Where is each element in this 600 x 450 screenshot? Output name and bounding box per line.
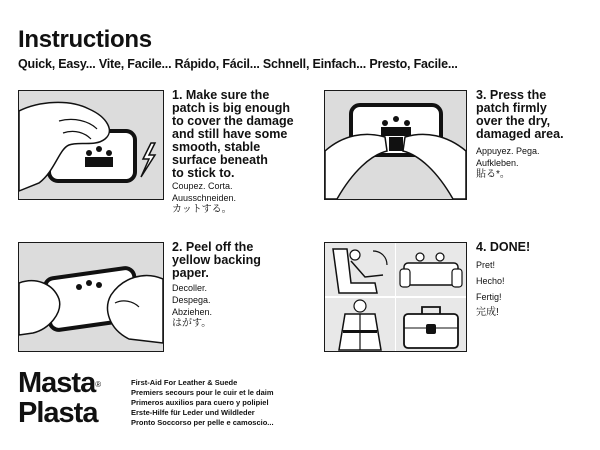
tagline-block — [131, 378, 274, 428]
step-1-illustration — [18, 90, 164, 200]
step-3-heading: 3. Press the patch firmly over the dry, damaged area. — [476, 88, 564, 141]
tagline-it: Pronto Soccorso per pelle e camoscio... — [131, 418, 274, 427]
registered-mark: ® — [95, 380, 101, 389]
step-4-translations: Pret! Hecho! Fertig! 完成! — [476, 260, 505, 318]
step-2-illustration — [18, 242, 164, 352]
step-3-illustration — [324, 90, 467, 200]
step-1-translations: Coupez. Corta. Auusschneiden. カットする。 — [172, 181, 237, 215]
brand-line-2: Plasta — [18, 397, 98, 429]
suitcase-icon — [396, 298, 466, 351]
step-3-translations: Appuyez. Pega. Aufkleben. 貼る*。 — [476, 146, 540, 180]
step-2-heading: 2. Peel off the yellow backing paper. — [172, 240, 261, 280]
tagline-en: First-Aid For Leather & Suede — [131, 378, 238, 387]
tagline-fr: Premiers secours pour le cuir et le daim — [131, 388, 274, 397]
car-seat-icon — [325, 243, 395, 296]
step-4-illustration — [324, 242, 467, 352]
jacket-icon — [325, 298, 395, 351]
step-1-heading: 1. Make sure the patch is big enough to cover the damage and still have some smooth, stable surface beneath to stick to. — [172, 88, 294, 180]
tagline-es: Primeros auxilios para cuero y polipiel — [131, 398, 269, 407]
sofa-icon — [396, 243, 466, 296]
page-subtitle: Quick, Easy... Vite, Facile... Rápido, Fácil... Schnell, Einfach... Presto, Facile... — [18, 57, 458, 71]
brand-logo — [18, 368, 100, 428]
tagline-de: Erste-Hilfe für Leder und Wildleder — [131, 408, 255, 417]
step-4-heading: 4. DONE! — [476, 240, 531, 254]
hand-icon — [325, 134, 387, 199]
step-2-translations: Decoller. Despega. Abziehen. はがす。 — [172, 283, 213, 329]
lightning-icon — [141, 143, 155, 177]
brand-line-1: Masta — [18, 367, 96, 399]
page-title: Instructions — [18, 26, 152, 53]
